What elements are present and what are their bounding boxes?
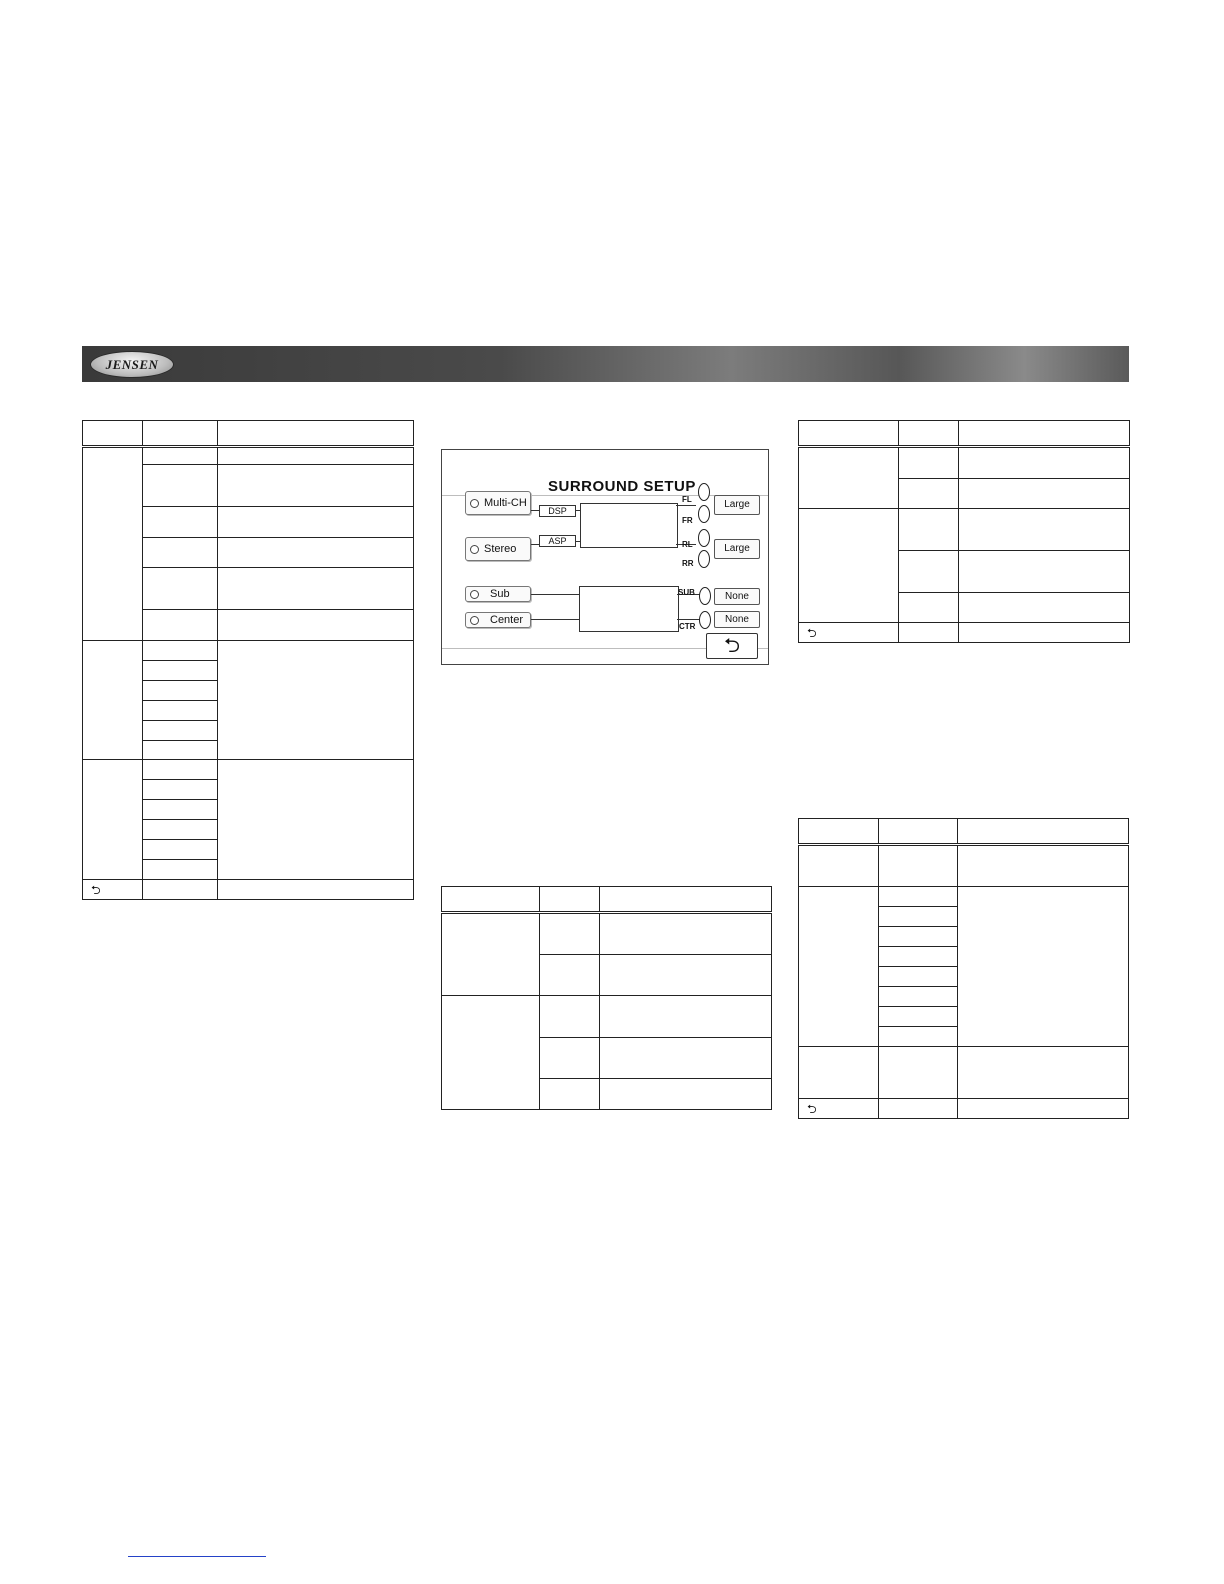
multi-ch-button[interactable] (465, 491, 531, 515)
footer-link-underline[interactable] (128, 1556, 266, 1557)
center-size-button[interactable]: None (714, 611, 760, 628)
return-icon: ⮌ (799, 623, 899, 643)
logo-text: JENSEN (105, 356, 159, 372)
dsp-tag: DSP (539, 505, 576, 517)
fr-label: FR (682, 516, 693, 525)
sub-center-processor-box (579, 586, 679, 632)
wire (677, 619, 701, 620)
sub-channel-label: SUB (678, 588, 695, 597)
asp-tag: ASP (539, 535, 576, 547)
fl-label: FL (682, 495, 692, 504)
speaker-icon (698, 505, 710, 523)
sub-button[interactable] (465, 586, 531, 602)
header-bar (82, 346, 1129, 382)
center-label: Center (490, 614, 524, 626)
rr-label: RR (682, 559, 694, 568)
speaker-icon (698, 550, 710, 568)
left-settings-table (82, 420, 414, 900)
stereo-button[interactable] (465, 537, 531, 561)
return-icon: ⮌ (83, 880, 143, 900)
ctr-channel-label: CTR (679, 622, 696, 631)
wire (531, 510, 539, 511)
speaker-icon (699, 611, 711, 629)
screen-title: SURROUND SETUP (548, 478, 696, 495)
sub-size-button[interactable]: None (714, 588, 760, 605)
wire (531, 619, 579, 620)
jensen-logo (90, 351, 174, 378)
return-icon: ⮌ (799, 1099, 879, 1119)
wire (531, 594, 579, 595)
middle-settings-table (441, 886, 772, 1110)
wire (676, 505, 696, 506)
right-bottom-settings-table (798, 818, 1129, 1119)
sub-label: Sub (490, 588, 510, 600)
back-button[interactable]: ⮌ (706, 633, 758, 659)
surround-processor-box (580, 503, 678, 548)
rear-size-button[interactable]: Large (714, 539, 760, 559)
radio-icon (470, 616, 479, 625)
speaker-icon (698, 529, 710, 547)
multi-ch-label: Multi-CH (484, 497, 527, 509)
stereo-label: Stereo (484, 543, 517, 555)
speaker-icon (699, 587, 711, 605)
radio-icon (470, 545, 479, 554)
radio-icon (470, 590, 479, 599)
surround-setup-screen (441, 449, 769, 665)
right-top-settings-table (798, 420, 1130, 643)
rl-label: RL (682, 540, 693, 549)
front-size-button[interactable]: Large (714, 495, 760, 515)
radio-icon (470, 499, 479, 508)
wire (531, 544, 539, 545)
speaker-icon (698, 483, 710, 501)
center-button[interactable] (465, 612, 531, 628)
